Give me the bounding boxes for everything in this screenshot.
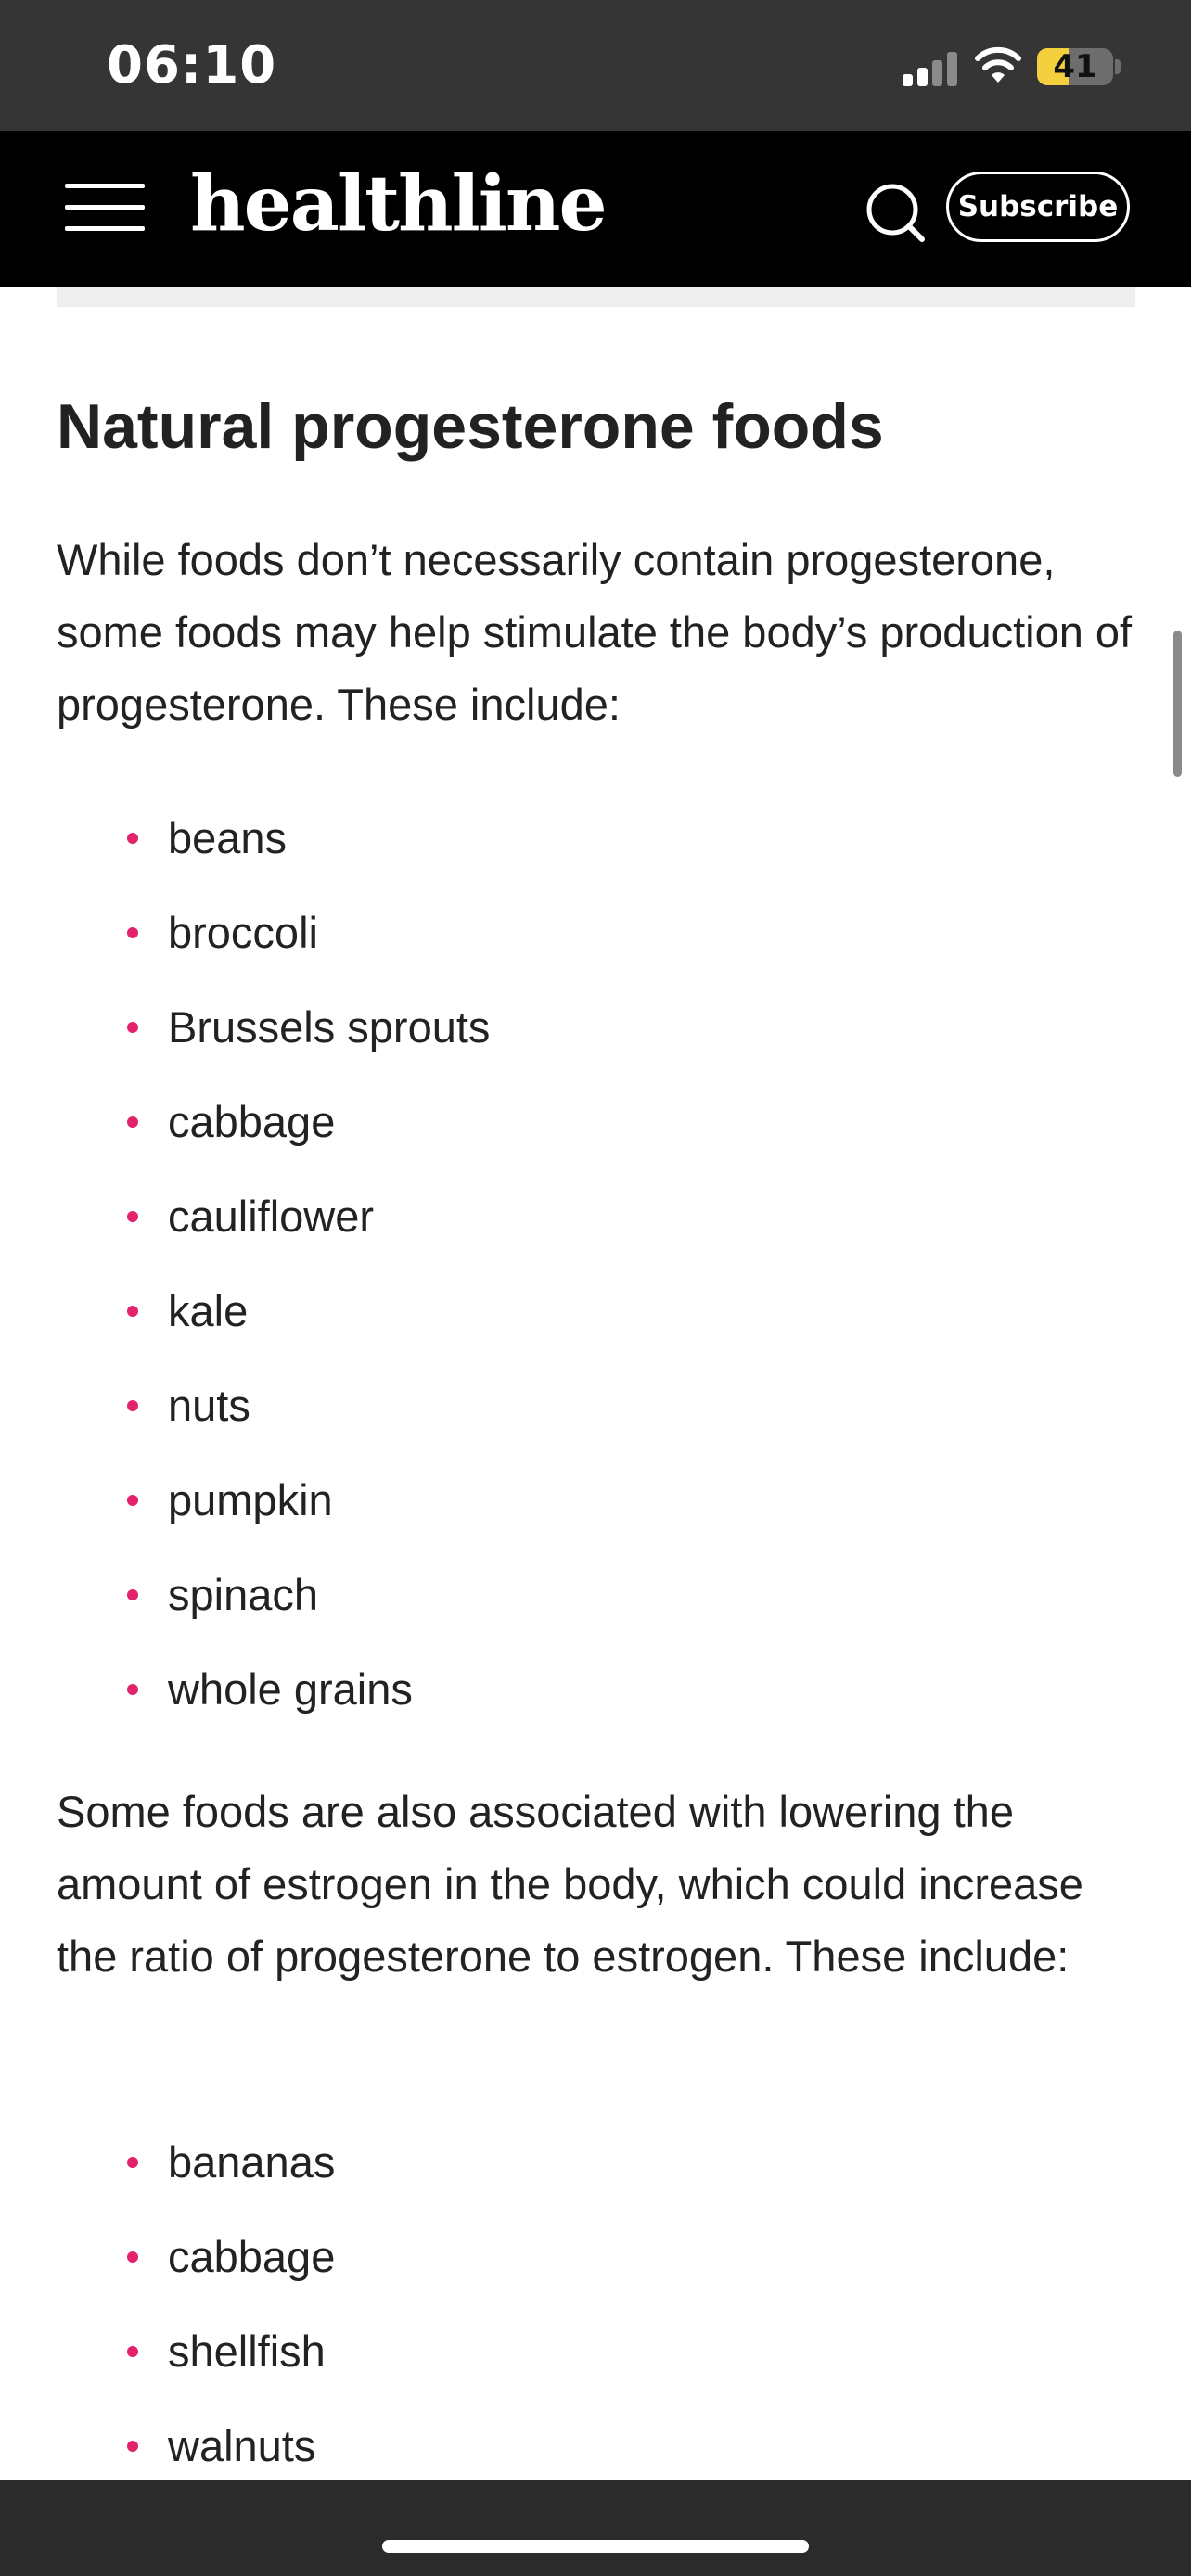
stimulating-foods-list — [57, 791, 490, 1737]
menu-button[interactable] — [65, 184, 145, 232]
bullet-icon — [127, 2346, 138, 2357]
bullet-icon — [127, 2441, 138, 2452]
list-item — [57, 1642, 490, 1737]
list-item-label: shellfish — [168, 2327, 326, 2376]
menu-line — [65, 205, 145, 210]
bullet-icon — [127, 1211, 138, 1222]
scrollbar-thumb[interactable] — [1173, 631, 1182, 777]
estrogen-paragraph: Some foods are also associated with lowering the amount of estrogen in the body, which could increase the ratio of progesterone to estrogen. These include: — [57, 1787, 1083, 1981]
menu-line — [65, 226, 145, 231]
bullet-icon — [127, 927, 138, 938]
list-item-label: nuts — [168, 1381, 250, 1430]
healthline-logo[interactable]: healthline — [190, 159, 606, 249]
list-item-label: spinach — [168, 1570, 318, 1619]
subscribe-button[interactable]: Subscribe — [946, 172, 1130, 242]
bullet-icon — [127, 1495, 138, 1506]
list-item — [57, 1169, 490, 1264]
list-item — [57, 980, 490, 1075]
list-item — [57, 886, 490, 980]
bullet-icon — [127, 1306, 138, 1317]
bullet-icon — [127, 1022, 138, 1033]
list-item — [57, 2399, 335, 2493]
list-item — [57, 2210, 335, 2304]
status-time: 06:10 — [107, 35, 277, 96]
list-item — [57, 791, 490, 886]
list-item — [57, 1264, 490, 1358]
list-item — [57, 1358, 490, 1453]
list-item-label: cabbage — [168, 2232, 336, 2281]
list-item — [57, 2115, 335, 2210]
wifi-icon — [974, 45, 1022, 84]
battery-icon — [1037, 48, 1113, 85]
list-item-label: bananas — [168, 2137, 336, 2187]
bullet-icon — [127, 1400, 138, 1411]
status-bar — [0, 0, 1191, 131]
list-item-label: whole grains — [168, 1664, 413, 1714]
list-item-label: Brussels sprouts — [168, 1002, 491, 1052]
list-item-label: cabbage — [168, 1097, 336, 1146]
list-item-label: walnuts — [168, 2421, 316, 2470]
list-item-label: beans — [168, 813, 288, 862]
article-section — [57, 385, 1142, 2470]
bottom-bar — [0, 2480, 1191, 2576]
bullet-icon — [127, 2251, 138, 2263]
site-header — [0, 131, 1191, 287]
home-indicator[interactable] — [382, 2540, 809, 2553]
bullet-icon — [127, 1684, 138, 1695]
cellular-signal-icon — [903, 49, 958, 86]
list-item — [57, 2304, 335, 2399]
list-item-label: pumpkin — [168, 1475, 333, 1524]
intro-paragraph: While foods don’t necessarily contain progesterone, some foods may help stimulate the body’s production of progesterone. These include: — [57, 535, 1133, 729]
list-item-label: broccoli — [168, 908, 318, 957]
bullet-icon — [127, 1116, 138, 1128]
battery-tip — [1115, 59, 1121, 74]
estrogen-lowering-foods-list — [57, 2115, 335, 2493]
content-divider — [57, 287, 1135, 307]
search-icon[interactable] — [864, 182, 926, 243]
section-heading: Natural progesterone foods — [57, 391, 884, 462]
list-item — [57, 1548, 490, 1642]
bullet-icon — [127, 833, 138, 844]
list-item — [57, 1453, 490, 1548]
list-item-label: kale — [168, 1286, 249, 1335]
menu-line — [65, 184, 145, 188]
bullet-icon — [127, 1589, 138, 1600]
battery-level: 41 — [1053, 48, 1097, 85]
list-item-label: cauliflower — [168, 1192, 375, 1241]
bullet-icon — [127, 2157, 138, 2168]
list-item — [57, 1075, 490, 1169]
